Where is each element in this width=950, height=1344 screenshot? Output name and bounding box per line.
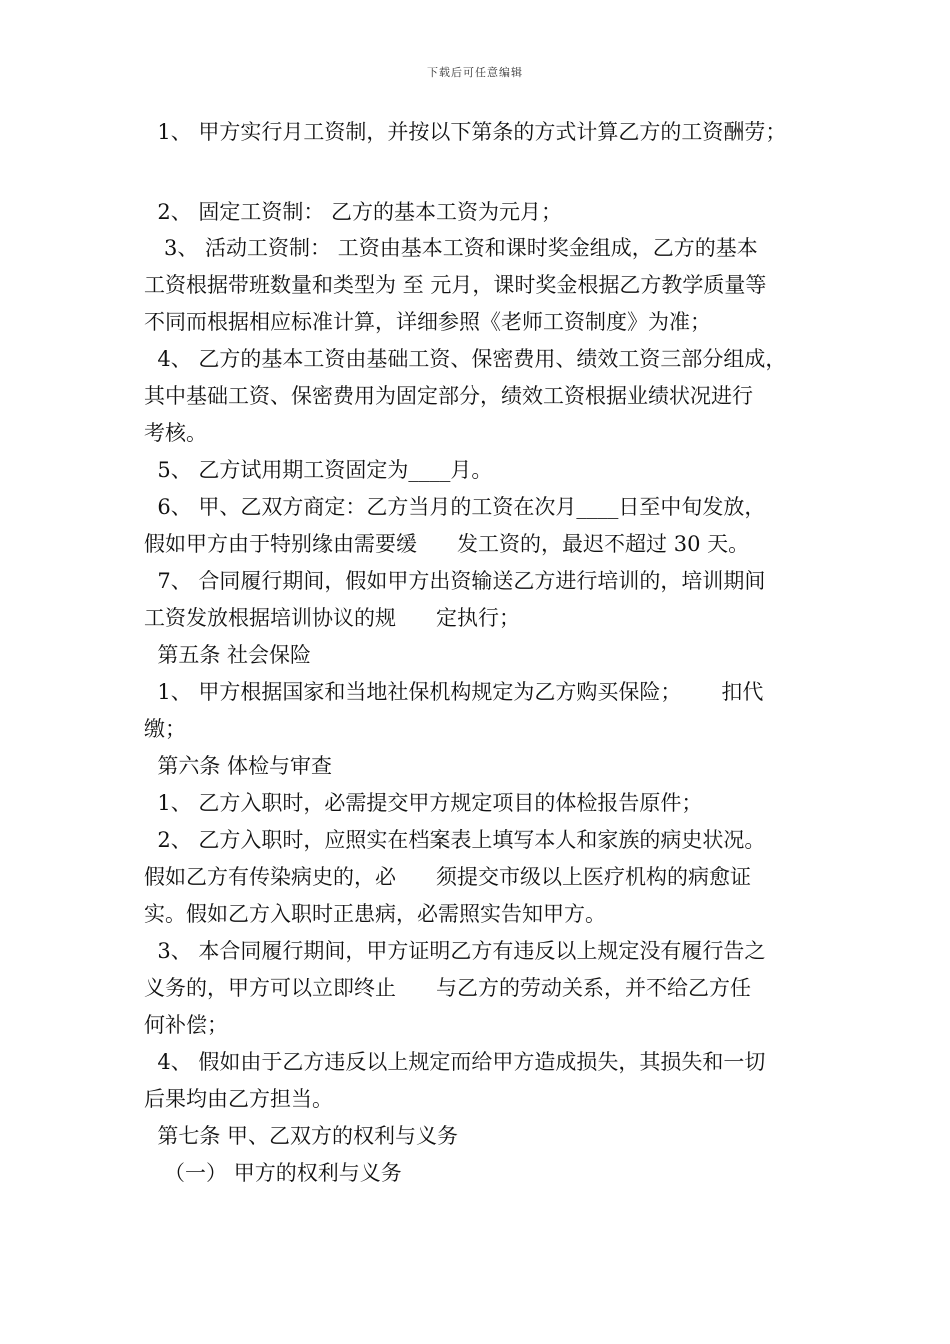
paragraph-line: 1、 甲方根据国家和当地社保机构规定为乙方购买保险； 扣代: [144, 680, 764, 704]
paragraph-line: 考核。: [144, 421, 207, 445]
section-heading: 第六条 体检与审查: [144, 754, 333, 778]
paragraph-line: 工资根据带班数量和类型为 至 元月，课时奖金根据乙方教学质量等: [144, 273, 767, 297]
subsection-heading: （一） 甲方的权利与义务: [144, 1161, 402, 1185]
paragraph-line: 假如甲方由于特别缘由需要缓 发工资的，最迟不超过 30 天。: [144, 532, 750, 556]
paragraph-line: 假如乙方有传染病史的，必 须提交市级以上医疗机构的病愈证: [144, 865, 752, 889]
paragraph-line: 2、 固定工资制： 乙方的基本工资为元月；: [144, 200, 563, 224]
section-heading: 第五条 社会保险: [144, 643, 312, 667]
paragraph-line: 缴；: [144, 717, 186, 741]
paragraph-line: 3、 本合同履行期间，甲方证明乙方有违反以上规定没有履行告之: [144, 939, 766, 963]
page-header: 下载后可任意编辑: [427, 66, 523, 79]
paragraph-line: 后果均由乙方担当。: [144, 1087, 333, 1111]
paragraph-line: 4、 假如由于乙方违反以上规定而给甲方造成损失，其损失和一切: [144, 1050, 766, 1074]
paragraph-line: 3、 活动工资制： 工资由基本工资和课时奖金组成，乙方的基本: [144, 236, 758, 260]
paragraph-line: 实。假如乙方入职时正患病，必需照实告知甲方。: [144, 902, 606, 926]
paragraph-line: 工资发放根据培训协议的规 定执行；: [144, 606, 521, 630]
paragraph-line: 6、 甲、乙双方商定：乙方当月的工资在次月____日至中旬发放，: [144, 495, 766, 519]
paragraph-line: 5、 乙方试用期工资固定为____月。: [144, 458, 493, 482]
paragraph-line: 其中基础工资、保密费用为固定部分，绩效工资根据业绩状况进行: [144, 384, 753, 408]
paragraph-line: 1、 乙方入职时，必需提交甲方规定项目的体检报告原件；: [144, 791, 703, 815]
paragraph-line: 1、 甲方实行月工资制，并按以下第条的方式计算乙方的工资酬劳；: [144, 120, 787, 144]
paragraph-line: 义务的，甲方可以立即终止 与乙方的劳动关系，并不给乙方任: [144, 976, 752, 1000]
paragraph-line: 4、 乙方的基本工资由基础工资、保密费用、绩效工资三部分组成，: [144, 347, 787, 371]
paragraph-line: 7、 合同履行期间，假如甲方出资输送乙方进行培训的，培训期间: [144, 569, 766, 593]
paragraph-line: 不同而根据相应标准计算，详细参照《老师工资制度》为准；: [144, 310, 711, 334]
section-heading: 第七条 甲、乙双方的权利与义务: [144, 1124, 459, 1148]
paragraph-line: 2、 乙方入职时，应照实在档案表上填写本人和家族的病史状况。: [144, 828, 766, 852]
paragraph-line: 何补偿；: [144, 1013, 228, 1037]
